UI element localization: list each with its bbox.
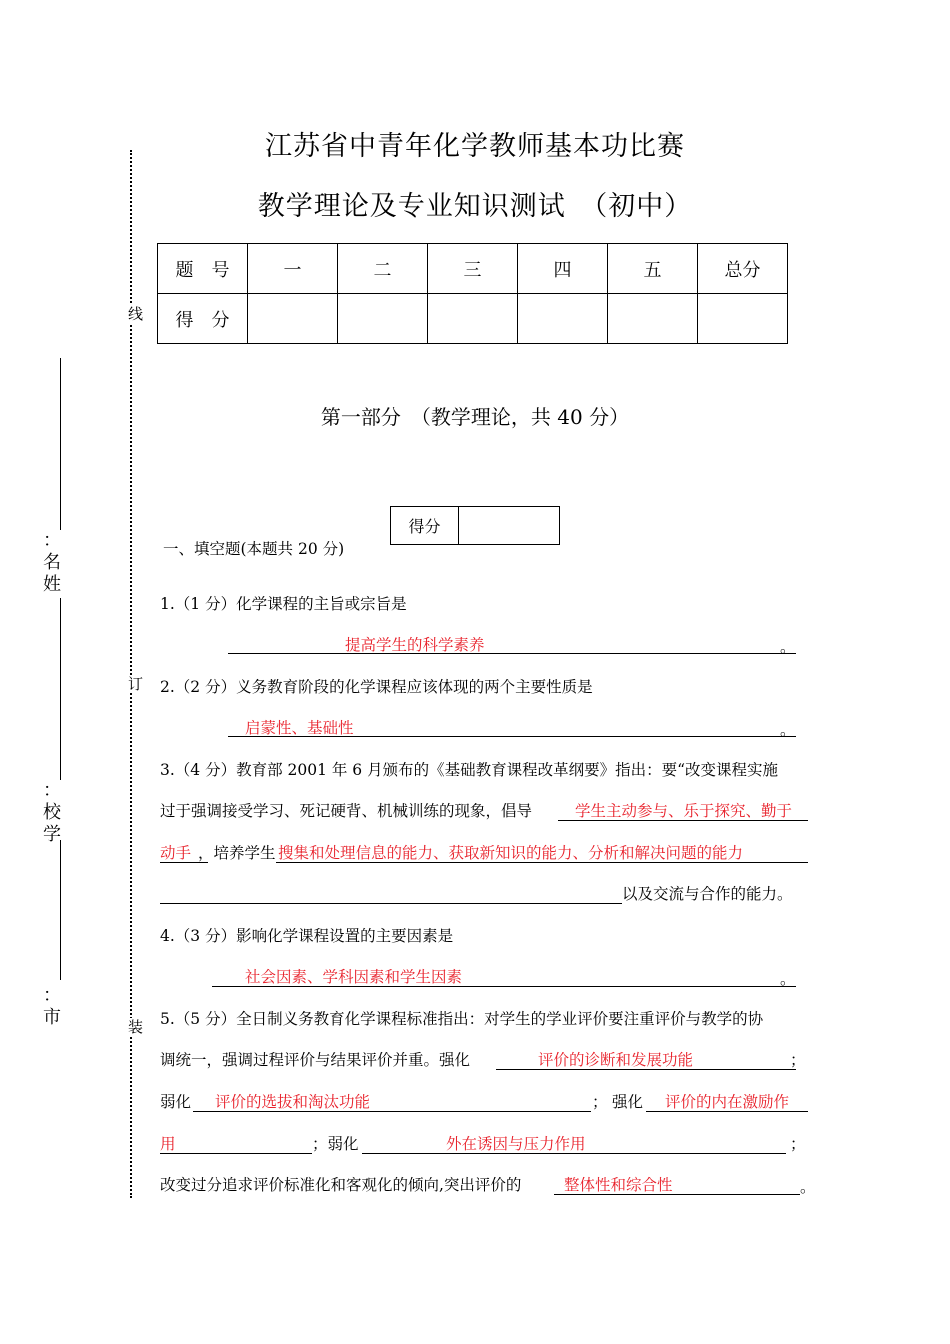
q5-answer3a: 评价的内在激励作 [665, 1093, 790, 1111]
q5-semi3: ； [790, 1135, 806, 1153]
part1-title: 第一部分 （教学理论，共 40 分） [320, 405, 630, 429]
q5-end: 。 [800, 1178, 816, 1196]
q5-answer1: 评价的诊断和发展功能 [538, 1051, 694, 1069]
score-table [157, 243, 788, 344]
q1-answer: 提高学生的科学素养 [345, 636, 485, 654]
q4-answer: 社会因素、学科因素和学生因素 [245, 968, 463, 986]
q1-end: 。 [780, 638, 796, 656]
q4-end: 。 [780, 970, 796, 988]
score-input-cell[interactable] [338, 294, 428, 344]
page-title: 江苏省中青年化学教师基本功比赛 [265, 131, 685, 162]
name-label: ：名姓 [43, 530, 61, 595]
score-input-cell[interactable] [518, 294, 608, 344]
q2-text: 2.（2 分）义务教育阶段的化学课程应该体现的两个主要性质是 [160, 678, 593, 696]
binding-char-ding: 订 [128, 675, 144, 693]
q5-strong-label: 强化 [612, 1093, 644, 1111]
q5-answer3b: 用 [160, 1135, 176, 1153]
score-cell: 总分 [698, 244, 788, 294]
q5-line5: 改变过分追求评价标准化和客观化的倾向,突出评价的 [160, 1176, 522, 1194]
q3-answer2: 搜集和处理信息的能力、获取新知识的能力、分析和解决问题的能力 [278, 844, 744, 862]
q5-line2: 调统一，强调过程评价与结果评价并重。强化 [160, 1051, 471, 1069]
score-cell: 题 号 [158, 244, 248, 294]
page-subtitle: 教学理论及专业知识测试 （初中） [257, 191, 693, 222]
score-input-cell[interactable] [698, 294, 788, 344]
q3-line3: ，培养学生 [198, 844, 276, 862]
q3-answer1b: 动手 [160, 844, 192, 862]
q4-text: 4.（3 分）影响化学课程设置的主要因素是 [160, 927, 454, 945]
section-score-input[interactable] [459, 507, 560, 545]
q5-answer2: 评价的选拔和淘汰功能 [215, 1093, 371, 1111]
q1-answer-line [228, 653, 796, 654]
section1-heading: 一、填空题(本题共 20 分) [163, 540, 345, 558]
q3-answer1a: 学生主动参与、乐于探究、勤于 [575, 802, 793, 820]
q3-line1: 3.（4 分）教育部 2001 年 6 月颁布的《基础教育课程改革纲要》指出：要“改变课程实施 [160, 761, 779, 779]
section-score-box [390, 506, 560, 545]
city-label: ：市 [43, 985, 61, 1028]
q5-answer3b-line [160, 1153, 312, 1154]
binding-char-xian: 线 [128, 305, 144, 323]
q2-end: 。 [780, 721, 796, 739]
score-cell: 三 [428, 244, 518, 294]
q5-weak2-label: ；弱化 [312, 1135, 359, 1153]
binding-char-zhuang: 装 [128, 1018, 144, 1036]
q5-line1: 5.（5 分）全日制义务教育化学课程标准指出：对学生的学业评价要注重评价与教学的协 [160, 1010, 764, 1028]
q1-text: 1.（1 分）化学课程的主旨或宗旨是 [160, 595, 407, 613]
q2-answer: 启蒙性、基础性 [245, 719, 354, 737]
name-line [60, 358, 61, 530]
score-cell: 二 [338, 244, 428, 294]
score-cell: 四 [518, 244, 608, 294]
score-table-header-row [158, 244, 788, 294]
section-score-label: 得分 [391, 507, 459, 545]
score-input-cell[interactable] [608, 294, 698, 344]
q5-weak-label: 弱化 [160, 1093, 192, 1111]
score-input-cell[interactable] [248, 294, 338, 344]
q3-answer2-line2 [160, 903, 622, 904]
score-cell: 一 [248, 244, 338, 294]
q3-line2: 过于强调接受学习、死记硬背、机械训练的现象，倡导 [160, 802, 533, 820]
score-input-cell[interactable] [428, 294, 518, 344]
q5-answer5: 整体性和综合性 [564, 1176, 673, 1194]
school-line-bottom [60, 840, 61, 980]
q5-answer4: 外在诱因与压力作用 [446, 1135, 586, 1153]
score-cell: 得 分 [158, 294, 248, 344]
school-line-top [60, 598, 61, 780]
q3-line4-end: 以及交流与合作的能力。 [622, 885, 793, 903]
school-label: ：校学 [43, 780, 61, 845]
q5-semi2: ； [592, 1093, 608, 1111]
q5-semi1: ； [790, 1051, 806, 1069]
score-table-score-row [158, 294, 788, 344]
score-cell: 五 [608, 244, 698, 294]
